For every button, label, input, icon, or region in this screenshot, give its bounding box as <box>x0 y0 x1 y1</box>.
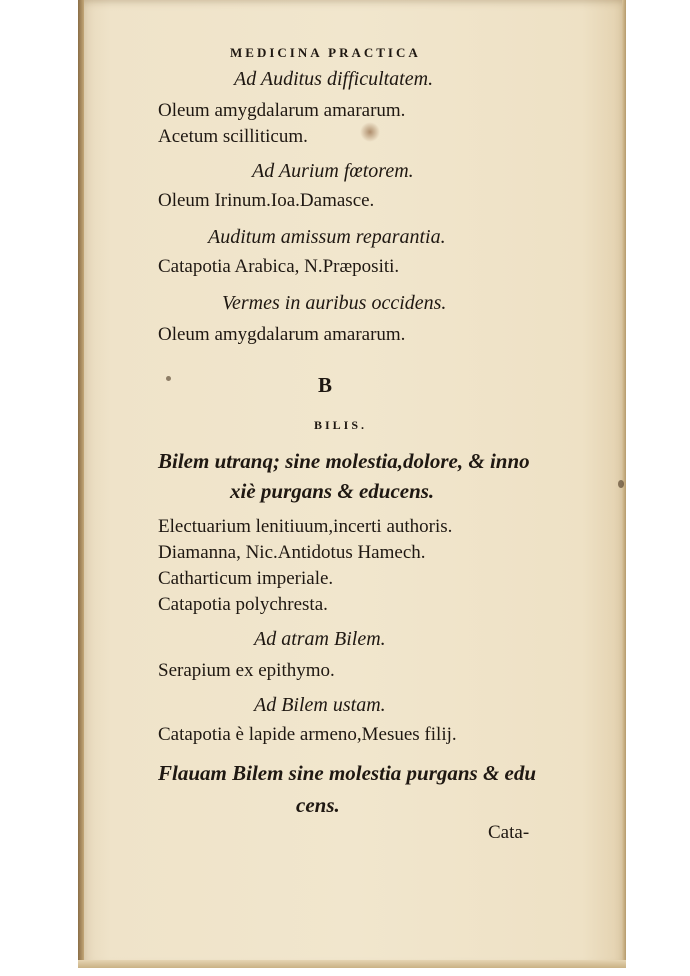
ink-speck <box>166 376 171 381</box>
ink-stain <box>360 122 380 142</box>
heading-aurium: Ad Aurium fœtorem. <box>252 160 414 182</box>
running-head: MEDICINA PRACTICA <box>230 45 421 60</box>
entry-line: Catharticum imperiale. <box>158 568 334 589</box>
heading-vermes: Vermes in auribus occidens. <box>222 292 447 314</box>
section-letter: B <box>318 373 333 397</box>
book-page <box>78 0 626 968</box>
ink-speck <box>618 480 624 488</box>
catchword: Cata- <box>488 822 530 843</box>
heading-auditum: Auditum amissum reparantia. <box>208 226 446 248</box>
section-title: BILIS. <box>314 418 368 432</box>
entry-line: Serapium ex epithymo. <box>158 660 335 681</box>
entry-line: Oleum amygdalarum amararum. <box>158 324 406 345</box>
entry-line: Catapotia Arabica, N.Præpositi. <box>158 256 400 277</box>
entry-line: Electuarium lenitiuum,incerti authoris. <box>158 516 453 537</box>
page-bottom-edge <box>78 960 626 968</box>
heading-atram: Ad atram Bilem. <box>254 628 386 650</box>
entry-line: Diamanna, Nic.Antidotus Hamech. <box>158 542 426 563</box>
heading-flauam: Flauam Bilem sine molestia purgans & edu <box>158 761 537 785</box>
heading-ustam: Ad Bilem ustam. <box>254 694 386 716</box>
entry-line: Oleum amygdalarum amararum. <box>158 100 406 121</box>
heading-bilem: Bilem utranq; sine molestia,dolore, & inno <box>158 449 530 473</box>
entry-line: Oleum Irinum.Ioa.Damasce. <box>158 190 375 211</box>
heading-flauam-cont: cens. <box>296 793 340 817</box>
heading-auditus: Ad Auditus difficultatem. <box>234 68 434 90</box>
heading-bilem-cont: xiè purgans & educens. <box>230 479 435 503</box>
entry-line: Acetum scilliticum. <box>158 126 308 147</box>
entry-line: Catapotia polychresta. <box>158 594 328 615</box>
page-gutter <box>78 0 84 968</box>
entry-line: Catapotia è lapide armeno,Mesues filij. <box>158 724 457 745</box>
